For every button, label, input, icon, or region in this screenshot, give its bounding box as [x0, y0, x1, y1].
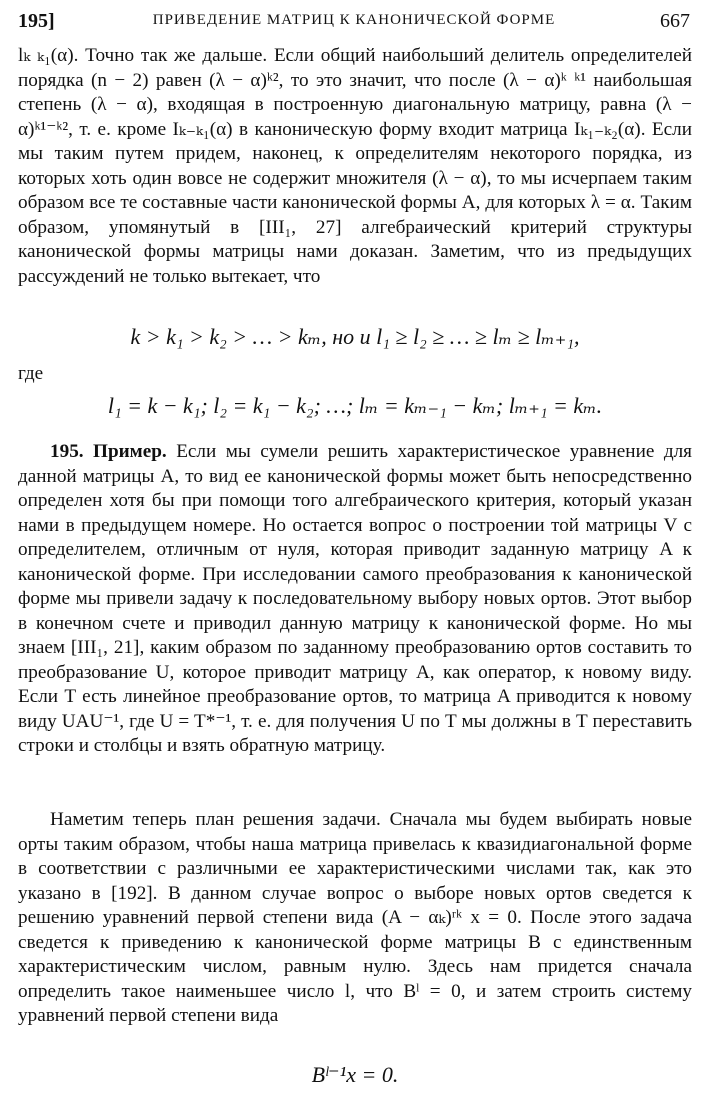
example-heading: 195. Пример.: [50, 441, 167, 462]
page-number: 667: [660, 10, 690, 32]
running-title: ПРИВЕДЕНИЕ МАТРИЦ К КАНОНИЧЕСКОЙ ФОРМЕ: [152, 12, 556, 28]
formula-l-definitions: l₁ = k − k₁; l₂ = k₁ − k₂; …; lₘ = kₘ₋₁ − kₘ; lₘ₊₁ = kₘ.: [107, 393, 603, 418]
formula-final: Bˡ⁻¹x = 0.: [311, 1062, 399, 1087]
paragraph-2: [18, 440, 692, 759]
paragraph-3: Наметим теперь план решения задачи. Сначала мы будем выбирать новые орты таким образом, чтобы наша матрица привелась к квазидиагональной форме в соответствии с различными ее характеристическими числами так, как это указано в [192]. В данном случае вопрос о выборе новых ортов сведется к решению уравнений первой степени вида (A − αₖ)ʳᵏ x = 0. После этого задача сведется к приведению к канонической форме матрицы B с единственным характеристическим числом, равным нулю. Здесь нам придется сначала определить такое наименьшее число l, что Bˡ = 0, и затем строить систему уравнений первой степени вида: [18, 809, 692, 1026]
page-header: [18, 8, 690, 36]
section-number: 195]: [18, 10, 55, 32]
formula-inequalities: k > k₁ > k₂ > … > kₘ, но и l₁ ≥ l₂ ≥ … ≥ lₘ ≥ lₘ₊₁,: [130, 324, 580, 349]
paragraph-2-text: Если мы сумели решить характеристическое уравнение для данной матрицы A, то вид ее канонической формы может быть непосредственно определен хотя бы при помощи того алгебраического критерия, который указан нами в предыдущем номере. Но остается вопрос о построении той матрицы V с определителем, отличным от нуля, которая приводит заданную матрицу A к канонической форме. При исследовании самого преобразования к канонической форме мы привели задачу к последовательному выбору новых ортов. Этот выбор в конечном счете и приводил данную матрицу к канонической форме. Но мы знаем [III₁, 21], каким образом по заданному преобразованию ортов составить то преобразование U, которое приводит матрицу A, как оператор, к новому виду. Если T есть линейное преобразование ортов, то матрица A приводится к новому виду UAU⁻¹, где U = T*⁻¹, т. е. для получения U по T мы должны в T переставить строки и столбцы и взять обратную матрицу.: [18, 441, 692, 756]
where-label: где: [18, 363, 44, 384]
paragraph-1: lₖ ₖ₁(α). Точно так же дальше. Если общий наибольший делитель определителей порядка (n − 2) равен (λ − α)ᵏ², то это значит, что после (λ − α)ᵏ ᵏ¹ наибольшая степень (λ − α), входящая в построенную диагональную матрицу, равна (λ − α)ᵏ¹⁻ᵏ², т. е. кроме Iₖ₋ₖ₁(α) в каноническую форму входит матрица Iₖ₁₋ₖ₂(α). Если мы таким путем придем, наконец, к определителям некоторого порядка, из которых хоть один вовсе не содержит множителя (λ − α), то мы исчерпаем таким образом все те составные части канонической формы A, для которых λ = α. Таким образом, упомянутый в [III₁, 27] алгебраический критерий структуры канонической формы матрицы нами доказан. Заметим, что из предыдущих рассуждений не только вытекает, что: [18, 45, 693, 287]
